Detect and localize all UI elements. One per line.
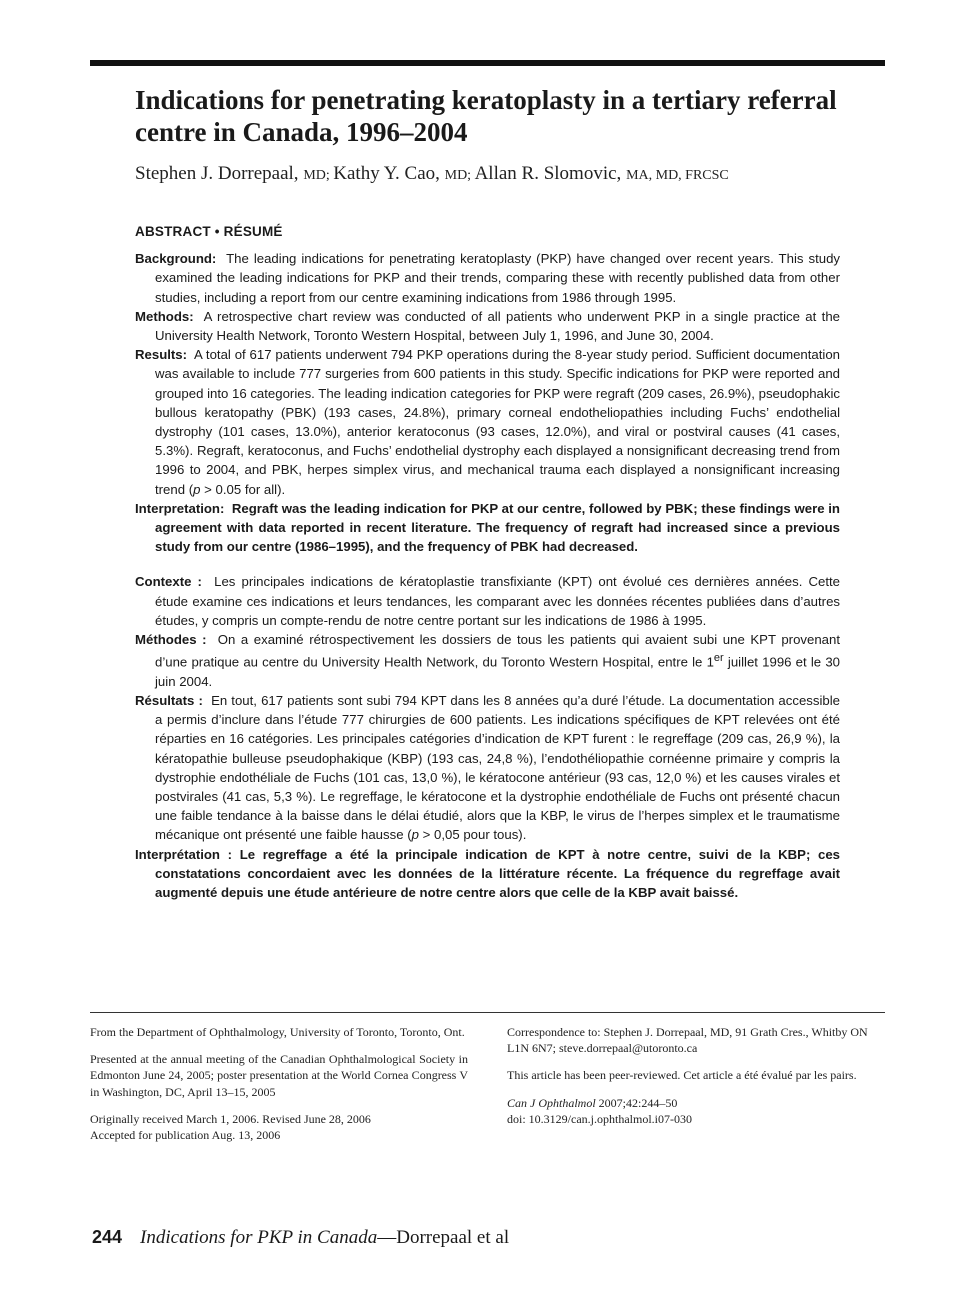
section-text: On a examiné rétrospectivement les dossiers de tous les patients qui avaient subi une KPT provenant d’une pratique au centre du University Health Network, du Toronto Western Hospital, entre le 1 [155,632,841,670]
received-date: Originally received March 1, 2006. Revised June 28, 2006 [90,1111,371,1126]
resume-methodes [135,630,840,691]
footnote-rule [90,1012,885,1013]
affiliation-note: From the Department of Ophthalmology, University of Toronto, Toronto, Ont. [90,1025,465,1039]
page-number: 244 [92,1227,123,1247]
peer-review-note: This article has been peer-reviewed. Cet article a été évalué par les pairs. [507,1068,857,1083]
citation-note [507,1095,885,1127]
author-degrees: MD; [444,168,475,183]
presentation-note: Presented at the annual meeting of the Canadian Ophthalmological Society in Edmonton June 24, 2005; poster presentation at the World Cornea Congress V in Washington, DC, April 13–15, 2005 [90,1052,468,1099]
author-name: Allan R. Slomovic, [474,163,627,184]
dates-note [90,1111,468,1143]
section-text: Les principales indications de kératoplastie transfixiante (KPT) ont évolué ces dernières années. Cette étude examine ces indications et leurs tendances, les comparant avec les données récentes publiées dans d’autres études, y compris un compte-rendu de notre centre portant sur les indications de 1986 à 1995. [155,574,841,628]
doi-text: doi: 10.3129/can.j.ophthalmol.i07-030 [507,1111,692,1126]
section-text: En tout, 617 patients sont subi 794 KPT dans les 8 années qu’a duré l’étude. La documentation accessible a permis d’inclure dans l’étude 777 chirurgies de 600 patients. Les indications spécifiques de KPT relevées ont été réparties en 16 catégories. Les principales catégories d’indication de KPT furent : le regreffage (209 cas, 26,9 %), la kératopathie bulleuse pseudophakique (KBP) (193 cas, 24,8 %), l’endothéliopathie cornéenne primaire y compris la dystrophie endothéliale de Fuchs (101 cas, 13,0 %), le kératocone antérieur (93 cas, 12,0 %) et les causes virales et postvirales (41 cas, 5,3 %). Le regreffage, le kératocone et la dystrophie endothéliale de Fuchs ont présenté chacun une faible tendance à la baisse dans le délai étudié, alors que la KBP, le virus de l’herpes simplex et le traumatisme mécanique ont présenté une faible hausse ( [155,693,840,843]
section-label: Méthodes : [135,632,207,648]
section-label: Interpretation: [135,500,225,516]
section-text: > 0.05 for all). [200,481,286,497]
section-label: Interprétation : [135,846,233,862]
section-text: Le regreffage a été la principale indication de KPT à notre centre, suivi de la KBP; ces constatations concordaient avec les données de la littérature récente. La fréquence du regreffage avait augmenté depuis une étude antérieure de notre centre alors que celle de la KBP avait baissé. [155,846,840,901]
section-label: Methods: [135,308,194,324]
abstract-section [135,222,840,902]
section-text: The leading indications for penetrating keratoplasty (PKP) have changed over recent years. This study examined the leading indications for PKP and their trends, comparing these with recently published data from other studies, including a report from our centre examining indications from 1986 through 1995. [155,251,840,305]
spacer [135,556,840,572]
section-label: Results: [135,347,188,363]
running-title: Indications for PKP in Canada [140,1227,378,1248]
journal-name: Can J Ophthalmol [507,1095,596,1110]
section-text: juillet 1996 et le 30 juin 2004. [155,654,840,689]
section-label: Contexte : [135,574,202,590]
author-name: Stephen J. Dorrepaal, [135,163,304,184]
abstract-heading: ABSTRACT • RÉSUMÉ [135,224,283,239]
resume-contexte [135,572,840,630]
author-list [135,162,855,188]
abstract-interpretation [135,499,840,557]
section-label: Background: [135,251,217,267]
superscript: er [713,652,724,665]
section-text: A total of 617 patients underwent 794 PKP operations during the 8-year study period. Sufficient documentation was available to include 777 surgeries from 600 patients in this study. Specific indications for PKP were reported and grouped into 16 categories. The leading indication categories for PKP were regraft (209 cases, 26.9%), pseudophakic bullous keratopathy (PBK) (193 cases, 24.8%), primary corneal endotheliopathies including Fuchs’ endothelial dystrophy (101 cases, 13.0%), anterior keratoconus (93 cases, 12.0%), and viral or postviral causes (41 cases, 5.3%). Regraft, keratoconus, and Fuchs’ endothelial dystrophy each displayed a nonsignificant decreasing trend from 1996 to 2004, and PBK, herpes simplex virus, and mechanical trauma each displayed a nonsignificant increasing trend ( [155,347,840,497]
section-text: > 0,05 pour tous). [418,827,527,843]
article-title: Indications for penetrating keratoplasty in a tertiary referral centre in Canada, 1996–2004 [135,85,837,147]
citation-text: 2007;42:244–50 [595,1095,678,1110]
abstract-methods [135,307,840,345]
author-name: Kathy Y. Cao, [333,163,445,184]
section-text: A retrospective chart review was conducted of all patients who underwent PKP in a single practice at the University Health Network, Toronto Western Hospital, between July 1, 1996, and June 30, 2004. [155,308,840,344]
section-text: Regraft was the leading indication for PKP at our centre, followed by PBK; these findings were in agreement with data reported in recent literature. The frequency of regraft had increased since a previous study from our centre (1986–1995), and the frequency of PBK had decreased. [155,500,840,555]
top-rule [90,60,885,66]
author-degrees: MD; [303,168,334,183]
p-symbol: p [411,827,419,843]
accepted-date: Accepted for publication Aug. 13, 2006 [90,1128,281,1143]
resume-interpretation [135,845,840,903]
author-degrees: MA, MD, FRCSC [626,168,729,183]
abstract-results [135,345,840,499]
p-symbol: p [193,481,201,497]
running-authors: —Dorrepaal et al [377,1227,510,1248]
resume-resultats [135,691,840,845]
section-label: Résultats : [135,693,203,709]
footnotes-right [507,1024,885,1138]
page-footer [92,1227,509,1249]
footnotes-left [90,1024,468,1154]
abstract-background [135,249,840,307]
correspondence-note: Correspondence to: Stephen J. Dorrepaal, MD, 91 Grath Cres., Whitby ON L1N 6N7; steve.dorrepaal@utoronto.ca [507,1025,868,1056]
